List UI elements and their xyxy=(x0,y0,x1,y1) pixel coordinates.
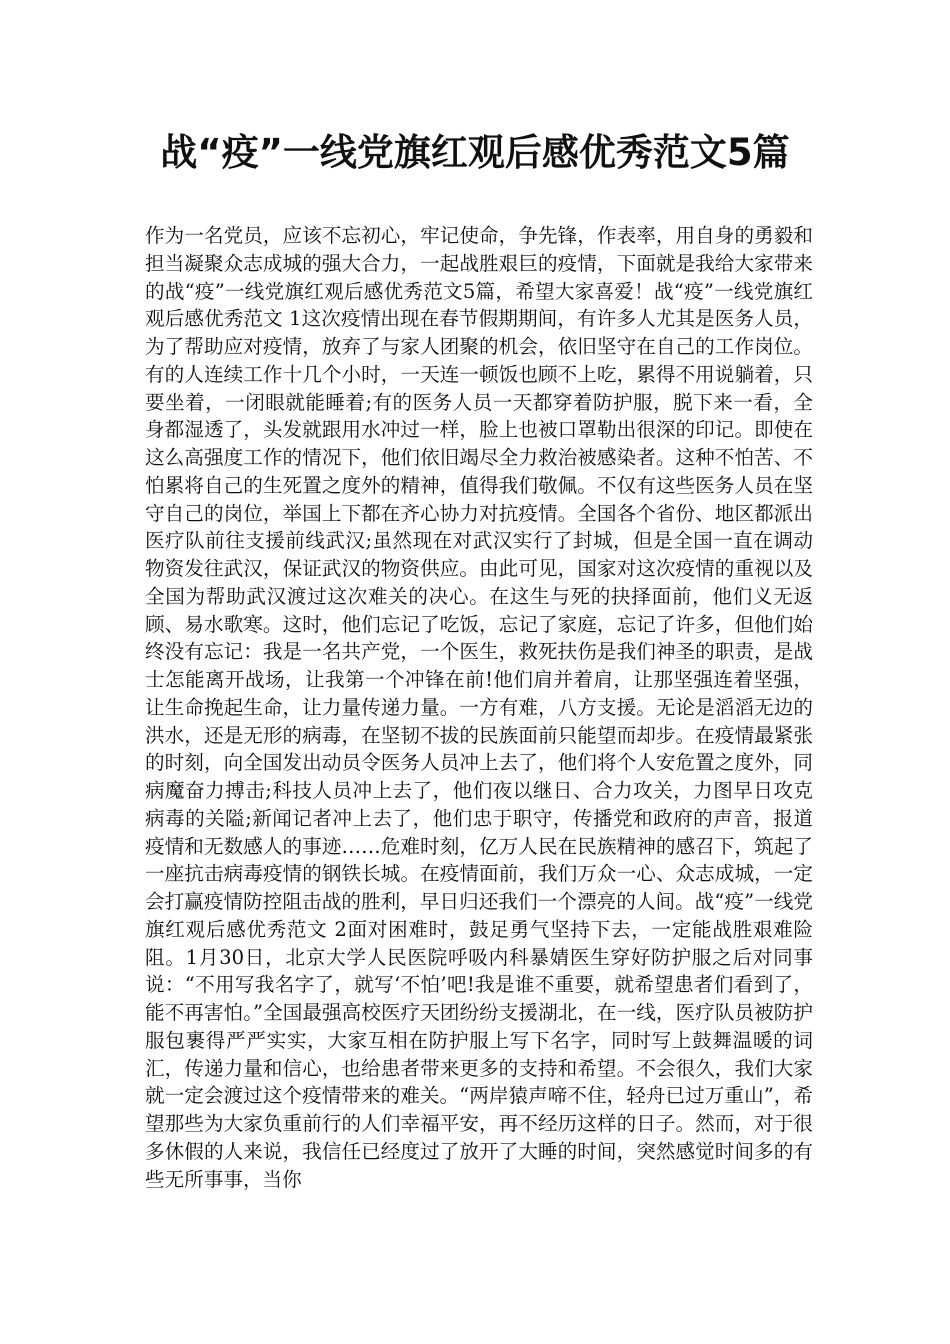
document-body-paragraph: 作为一名党员，应该不忘初心，牢记使命，争先锋，作表率，用自身的勇毅和担当凝聚众志成城的强大合力，一起战胜艰巨的疫情，下面就是我给大家带来的战“疫”一线党旗红观后感优秀范文5篇，希望大家喜爱！战“疫”一线党旗红观后感优秀范文 1这次疫情出现在春节假期期间，有许多人尤其是医务人员，为了帮助应对疫情，放弃了与家人团聚的机会，依旧坚守在自己的工作岗位。有的人连续工作十几个小时，一天连一顿饭也顾不上吃，累得不用说躺着，只要坐着，一闭眼就能睡着;有的医务人员一天都穿着防护服，脱下来一看，全身都湿透了，头发就跟用水冲过一样，脸上也被口罩勒出很深的印记。即使在这么高强度工作的情况下，他们依旧竭尽全力救治被感染者。这种不怕苦、不怕累将自己的生死置之度外的精神，值得我们敬佩。不仅有这些医务人员在坚守自己的岗位，举国上下都在齐心协力对抗疫情。全国各个省份、地区都派出医疗队前往支援前线武汉;虽然现在对武汉实行了封城，但是全国一直在调动物资发往武汉，保证武汉的物资供应。由此可见，国家对这次疫情的重视以及全国为帮助武汉渡过这次难关的决心。在这生与死的抉择面前，他们义无返顾、易水歌寒。这时，他们忘记了吃饭，忘记了家庭，忘记了许多，但他们始终没有忘记：我是一名共产党，一个医生，救死扶伤是我们神圣的职责，是战士怎能离开战场，让我第一个冲锋在前!他们肩并着肩，让那坚强连着坚强，让生命挽起生命，让力量传递力量。一方有难，八方支援。无论是滔滔无边的洪水，还是无形的病毒，在坚韧不拔的民族面前只能望而却步。在疫情最紧张的时刻，向全国发出动员令医务人员冲上去了，他们将个人安危置之度外，同病魔奋力搏击;科技人员冲上去了，他们夜以继日、合力攻关，力图早日攻克病毒的关隘;新闻记者冲上去了，他们忠于职守，传播党和政府的声音，报道疫情和无数感人的事迹……危难时刻，亿万人民在民族精神的感召下，筑起了一座抗击病毒疫情的钢铁长城。在疫情面前，我们万众一心、众志成城，一定会打赢疫情防控阻击战的胜利，早日归还我们一个漂亮的人间。战“疫”一线党旗红观后感优秀范文 2面对困难时，鼓足勇气坚持下去，一定能战胜艰难险阻。1月30日，北京大学人民医院呼吸内科暴婧医生穿好防护服之后对同事说：“不用写我名字了，就写‘不怕’吧!我是谁不重要，就希望患者们看到了，能不再害怕。”全国最强高校医疗天团纷纷支援湖北，在一线，医疗队员被防护服包裹得严严实实，大家互相在防护服上写下名字，同时写上鼓舞温暖的词汇，传递力量和信心，也给患者带来更多的支持和希望。不会很久，我们大家就一定会渡过这个疫情带来的难关。“两岸猿声啼不住，轻舟已过万重山”，希望那些为大家负重前行的人们幸福平安，再不经历这样的日子。然而，对于很多休假的人来说，我信任已经度过了放开了大睡的时间，突然感觉时间多的有些无所事事，当你 xyxy=(145,224,813,1191)
document-title: 战“疫”一线党旗红观后感优秀范文5篇 xyxy=(160,131,790,174)
